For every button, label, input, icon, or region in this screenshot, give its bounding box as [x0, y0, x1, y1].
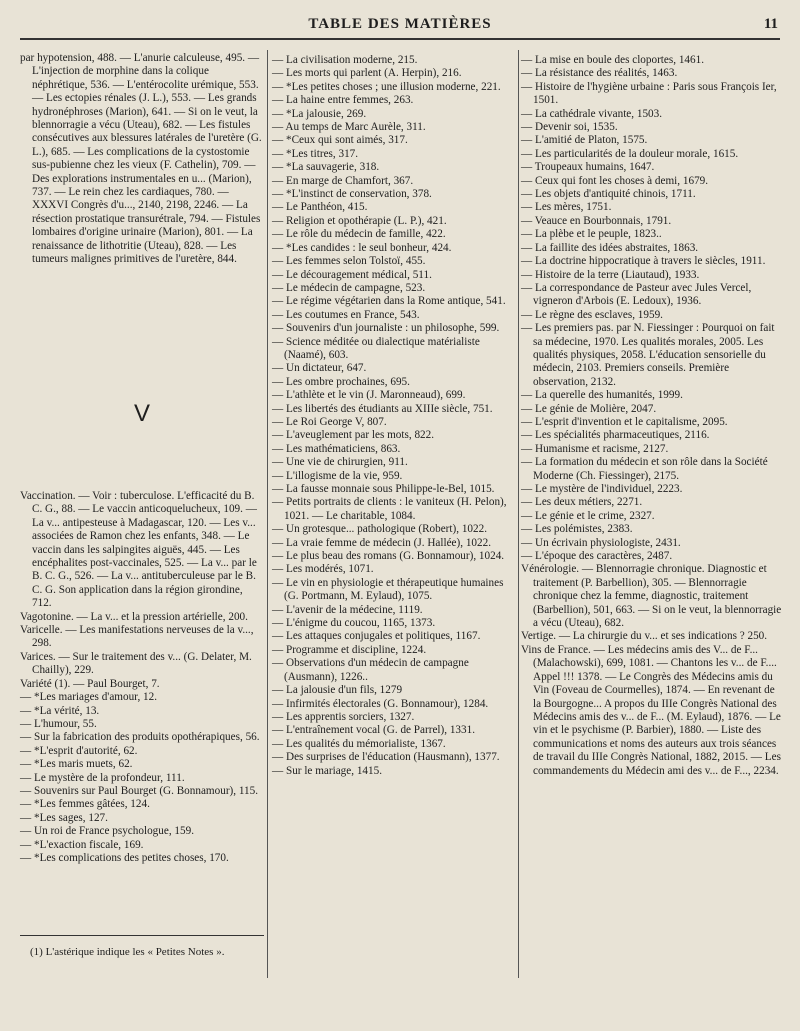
- index-entry: — La fausse monnaie sous Philippe-le-Bel, 1015.: [272, 483, 495, 495]
- index-entry: — L'humour, 55.: [20, 717, 97, 730]
- index-entry: — La haine entre femmes, 263.: [272, 94, 414, 107]
- index-entry: — L'entraînement vocal (G. de Parrel), 1331.: [272, 724, 476, 737]
- index-entry: — *La sauvagerie, 318.: [272, 161, 380, 174]
- index-entry: — La doctrine hippocratique à travers le siècles, 1911.: [521, 255, 766, 268]
- index-entry: — Petits portraits de clients : le vaniteux (H. Pelon), 1021. — Le charitable, 1084.: [272, 496, 507, 522]
- column-divider-right: [518, 50, 519, 978]
- index-entry: — La jalousie d'un fils, 1279: [272, 684, 403, 697]
- index-entry: — L'athlète et le vin (J. Maronneaud), 699.: [272, 389, 466, 402]
- index-entry: — Le découragement médical, 511.: [272, 268, 432, 281]
- index-entry: — Un dictateur, 647.: [272, 362, 367, 375]
- index-entry: — La plèbe et le peuple, 1823..: [521, 228, 662, 241]
- index-entry: Varicelle. — Les manifestations nerveuses de la v..., 298.: [20, 624, 254, 650]
- index-entry: — Un roi de France psychologue, 159.: [20, 825, 194, 838]
- index-entry: — *Les complications des petites choses, 170.: [20, 851, 229, 864]
- index-entry: — Sur le mariage, 1415.: [272, 764, 382, 777]
- index-entry: — L'énigme du coucou, 1165, 1373.: [272, 617, 436, 630]
- column-3: [521, 54, 783, 778]
- index-entry: — Le règne des esclaves, 1959.: [521, 308, 663, 321]
- index-entry: — La querelle des humanités, 1999.: [521, 389, 683, 402]
- index-entry: — Troupeaux humains, 1647.: [521, 161, 655, 174]
- page-number: 11: [763, 16, 778, 32]
- index-entry: — Les ombre prochaines, 695.: [272, 375, 410, 388]
- index-entry: — Les coutumes en France, 543.: [272, 308, 420, 321]
- index-entry: — *Les maris muets, 62.: [20, 758, 133, 771]
- index-entry: — Le rôle du médecin de famille, 422.: [272, 228, 446, 241]
- index-entry: — Science méditée ou dialectique matérialiste (Naamé), 603.: [272, 335, 480, 361]
- index-entry: — Le mystère de la profondeur, 111.: [20, 771, 185, 784]
- index-entry: — Souvenirs d'un journaliste : un philosophe, 599.: [272, 322, 500, 335]
- section-letter: V: [133, 400, 150, 427]
- index-entry: — Les morts qui parlent (A. Herpin), 216.: [272, 67, 462, 80]
- footnote-rule: [20, 935, 264, 936]
- index-entry: — *Les candides : le seul bonheur, 424.: [272, 241, 452, 254]
- index-entry: — Les premiers pas. par N. Fiessinger : Pourquoi on fait sa médecine, 1970. Les qualités morales, 2005. Les qualités physiques, 2058. L'éducation sensorielle du médecin, 2103. Premiers conseils. Première observation, 2132.: [521, 322, 775, 388]
- index-entry: — Les libertés des étudiants au XIIIe siècle, 751.: [272, 402, 493, 415]
- index-entry: — Le plus beau des romans (G. Bonnamour), 1024.: [272, 550, 505, 563]
- index-entry: Vagotonine. — La v... et la pression artérielle, 200.: [20, 610, 248, 623]
- index-entry: — L'époque des caractères, 2487.: [521, 550, 673, 563]
- index-entry: — Les deux métiers, 2271.: [521, 496, 643, 509]
- index-entry: — Le régime végétarien dans la Rome antique, 541.: [272, 295, 506, 308]
- index-entry: — *La vérité, 13.: [20, 704, 100, 717]
- column-1-top: [20, 52, 264, 267]
- index-entry: — *L'instinct de conservation, 378.: [272, 188, 432, 201]
- column-1-bottom: [20, 490, 264, 865]
- index-entry: — *Ceux qui sont aimés, 317.: [272, 134, 408, 147]
- index-entry: — Veauce en Bourbonnais, 1791.: [521, 214, 672, 227]
- index-entry: — Les attaques conjugales et politiques, 1167.: [272, 630, 481, 643]
- index-entry: — Un grotesque... pathologique (Robert), 1022.: [272, 523, 488, 536]
- index-entry: — La faillite des idées abstraites, 1863.: [521, 241, 699, 254]
- index-entry: — La vraie femme de médecin (J. Hallée), 1022.: [272, 536, 491, 549]
- index-entry: — *Les sages, 127.: [20, 811, 108, 824]
- index-entry: — Des surprises de l'éducation (Hausmann), 1377.: [272, 751, 500, 764]
- index-entry: — *L'exaction fiscale, 169.: [20, 838, 144, 851]
- index-entry: — Une vie de chirurgien, 911.: [272, 456, 408, 469]
- index-entry: — Religion et opothérapie (L. P.), 421.: [272, 214, 447, 227]
- index-entry: — Les spécialités pharmaceutiques, 2116.: [521, 429, 710, 442]
- index-entry: — La cathédrale vivante, 1503.: [521, 107, 663, 120]
- index-entry: — Les particularités de la douleur morale, 1615.: [521, 147, 739, 160]
- index-entry: — *La jalousie, 269.: [272, 107, 367, 120]
- index-entry: — *Les mariages d'amour, 12.: [20, 691, 158, 704]
- index-entry: — Les apprentis sorciers, 1327.: [272, 710, 415, 723]
- index-entry: — Le vin en physiologie et thérapeutique humaines (G. Portmann, M. Eylaud), 1075.: [272, 576, 504, 603]
- index-entry: — Les mères, 1751.: [521, 201, 612, 214]
- index-entry: — La correspondance de Pasteur avec Jules Vercel, vigneron d'Arbois (E. Ledoux), 1936.: [521, 281, 752, 308]
- index-entry: Variété (1). — Paul Bourget, 7.: [20, 677, 160, 690]
- index-entry: Vins de France. — Les médecins amis des V... de F... (Malachowski), 699, 1081. — Chantons les v... de F.... Appel !!! 1378. — Le Congrès des Médecins amis du Vin (Foveau de Courmelles), 1874. — En revenant de la Bourgogne... A propos du IIIe Congrès National des Médecins amis des v... de F... (M. Eylaud), 1876. — Le vin et le psychisme (P. Barbier), 1880. — Liste des communications et noms des auteurs aux trois séances de travail du IIIe Congrès National, 1882, 2015. — Les commandements du Médecin ami des v... de F..., 2234.: [521, 643, 781, 777]
- index-entry: — L'illogisme de la vie, 959.: [272, 469, 403, 482]
- index-entry: par hypotension, 488. — L'anurie calculeuse, 495. — L'injection de morphine dans la colique néphrétique, 536. — L'entérocolite urémique, 553. — Les ectopies rénales (J. L.), 553. — Les grands hydronéphroses (Marion), 641. — Si on le veut, la blennorragie a vécu (Uteau), 682. — Les fistules consécutives aux blessures latérales de l'uretère (G. L.), 685. — Les complications de la cystostomie sus-pubienne chez les vieux (F. Cathelin), 709. — Des explorations instrumentales en u... (Marion), 737. — Le rein chez les cardiaques, 780. — XXXVI Congrès d'u..., 2140, 2198, 2246. — La résection prostatique transurétrale, 794. — Fistules lombaires d'origine urinaire (Marion), 801. — La renaissance de lithotritie (Uteau), 828. — Les tumeurs malignes primitives de l'uretère, 844.: [20, 52, 262, 266]
- index-entry: Vénérologie. — Blennorragie chronique. Diagnostic et traitement (P. Barbellion), 305. — Blennorragie chronique chez la femme, diagnostic, traitement (Barbellion), 501, 663. — Si on le veut, la blennorragie a vécu (Uteau), 682.: [521, 563, 782, 630]
- index-entry: — L'aveuglement par les mots, 822.: [272, 429, 435, 442]
- index-entry: — Humanisme et racisme, 2127.: [521, 442, 669, 455]
- index-entry: — Les objets d'antiquité chinois, 1711.: [521, 188, 696, 201]
- index-entry: — Devenir soi, 1535.: [521, 121, 618, 134]
- index-entry: — Programme et discipline, 1224.: [272, 643, 427, 656]
- index-entry: — Le génie et le crime, 2327.: [521, 509, 655, 522]
- index-entry: — *Les petites choses ; une illusion moderne, 221.: [272, 80, 501, 93]
- index-entry: — Les qualités du mémorialiste, 1367.: [272, 737, 446, 750]
- index-entry: — Les femmes selon Tolstoï, 455.: [272, 255, 426, 268]
- index-entry: — Ceux qui font les choses à demi, 1679.: [521, 174, 709, 187]
- index-entry: — Le médecin de campagne, 523.: [272, 281, 426, 294]
- index-entry: — Le Roi George V, 807.: [272, 415, 387, 428]
- index-entry: — La résistance des réalités, 1463.: [521, 67, 678, 80]
- index-entry: — La civilisation moderne, 215.: [272, 54, 418, 66]
- index-entry: — Infirmités électorales (G. Bonnamour), 1284.: [272, 697, 489, 710]
- index-entry: — Le mystère de l'individuel, 2223.: [521, 483, 683, 495]
- header-rule: [20, 38, 780, 40]
- index-entry: — L'avenir de la médecine, 1119.: [272, 603, 423, 616]
- index-entry: — La mise en boule des cloportes, 1461.: [521, 54, 704, 66]
- index-entry: Vertige. — La chirurgie du v... et ses indications ? 250.: [521, 630, 768, 643]
- page-header: [20, 14, 780, 38]
- footnote: (1) L'astérique indique les « Petites Notes ».: [30, 946, 225, 958]
- index-entry: — Observations d'un médecin de campagne (Ausmann), 1226..: [272, 657, 469, 683]
- index-entry: — Un écrivain physiologiste, 2431.: [521, 536, 681, 549]
- index-entry: — Les polémistes, 2383.: [521, 523, 633, 536]
- index-entry: — En marge de Chamfort, 367.: [272, 174, 414, 187]
- index-entry: — L'esprit d'invention et le capitalisme, 2095.: [521, 415, 728, 428]
- index-entry: — *Les titres, 317.: [272, 147, 359, 160]
- index-entry: — Les modérés, 1071.: [272, 563, 374, 576]
- index-entry: — La formation du médecin et son rôle dans la Société Moderne (Ch. Fiessinger), 2175.: [521, 456, 768, 482]
- index-entry: — Histoire de la terre (Liautaud), 1933.: [521, 268, 700, 281]
- index-entry: Vaccination. — Voir : tuberculose. L'efficacité du B. C. G., 88. — Le vaccin anticoquelucheux, 109. — La v... antipesteuse à Madagascar, 120. — Les v... associées de Ramon chez les enfants, 348. — Le vaccin dans les salpingites aiguës, 445. — Les encéphalites post-vaccinales, 525. — La v... par le B. C. G., 526. — La v... antituberculeuse par le B. C. G. Son application dans la région girondine, 712.: [20, 490, 257, 610]
- page-title: TABLE DES MATIÈRES: [308, 16, 492, 32]
- index-entry: — L'amitié de Platon, 1575.: [521, 134, 648, 147]
- index-entry: — Le génie de Molière, 2047.: [521, 402, 657, 415]
- column-divider-left: [267, 50, 268, 978]
- index-entry: — Histoire de l'hygiène urbaine : Paris sous François Ier, 1501.: [521, 80, 777, 107]
- column-2: [272, 54, 520, 778]
- index-entry: — *L'esprit d'autorité, 62.: [20, 744, 138, 757]
- index-entry: — Les mathématiciens, 863.: [272, 442, 401, 455]
- index-entry: — Le Panthéon, 415.: [272, 201, 368, 214]
- index-entry: — Au temps de Marc Aurèle, 311.: [272, 121, 426, 134]
- index-entry: — *Les femmes gâtées, 124.: [20, 798, 150, 811]
- index-entry: — Sur la fabrication des produits opothérapiques, 56.: [20, 731, 260, 744]
- index-entry: Varices. — Sur le traitement des v... (G. Delater, M. Chailly), 229.: [20, 650, 252, 677]
- index-entry: — Souvenirs sur Paul Bourget (G. Bonnamour), 115.: [20, 784, 259, 797]
